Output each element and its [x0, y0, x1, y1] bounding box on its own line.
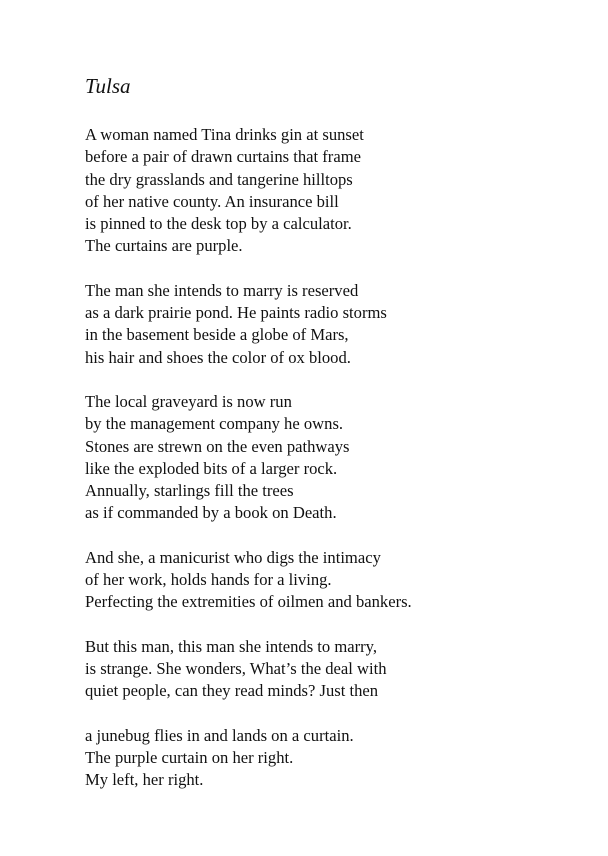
poem-line: But this man, this man she intends to marry, — [85, 636, 378, 656]
poem-line: The purple curtain on her right. — [85, 747, 294, 767]
poem-line: And she, a manicurist who digs the intimacy — [85, 547, 381, 567]
stanza-4 — [85, 547, 585, 614]
poem-line: quiet people, can they read minds? Just then — [85, 681, 379, 701]
poem-line: The man she intends to marry is reserved — [85, 280, 359, 300]
poem-line: a junebug flies in and lands on a curtain. — [85, 725, 354, 745]
poem-line: My left, her right. — [85, 770, 204, 790]
stanza-1 — [85, 124, 585, 258]
poem-line: in the basement beside a globe of Mars, — [85, 325, 349, 345]
poem-line: Annually, starlings fill the trees — [85, 481, 294, 501]
poem-page — [85, 72, 585, 813]
stanza-3 — [85, 391, 585, 525]
poem-line: Perfecting the extremities of oilmen and bankers. — [85, 592, 412, 612]
poem-line: as a dark prairie pond. He paints radio storms — [85, 303, 387, 323]
poem-line: his hair and shoes the color of ox blood. — [85, 347, 351, 367]
poem-line: A woman named Tina drinks gin at sunset — [85, 125, 364, 144]
poem-line: is pinned to the desk top by a calculator. — [85, 214, 352, 234]
poem-line: by the management company he owns. — [85, 414, 344, 434]
poem-line: before a pair of drawn curtains that frame — [85, 147, 361, 167]
poem-line: like the exploded bits of a larger rock. — [85, 458, 338, 478]
poem-title: Tulsa — [85, 74, 131, 98]
poem-line: of her native county. An insurance bill — [85, 191, 339, 211]
poem-line: of her work, holds hands for a living. — [85, 570, 332, 590]
poem-line: as if commanded by a book on Death. — [85, 503, 337, 523]
poem-line: is strange. She wonders, What’s the deal with — [85, 658, 387, 678]
poem-line: The local graveyard is now run — [85, 391, 292, 411]
stanza-6 — [85, 725, 585, 792]
poem-line: the dry grasslands and tangerine hilltops — [85, 169, 353, 189]
stanza-5 — [85, 636, 585, 703]
poem-line: Stones are strewn on the even pathways — [85, 436, 350, 456]
poem-line: The curtains are purple. — [85, 236, 243, 256]
stanza-2 — [85, 280, 585, 369]
